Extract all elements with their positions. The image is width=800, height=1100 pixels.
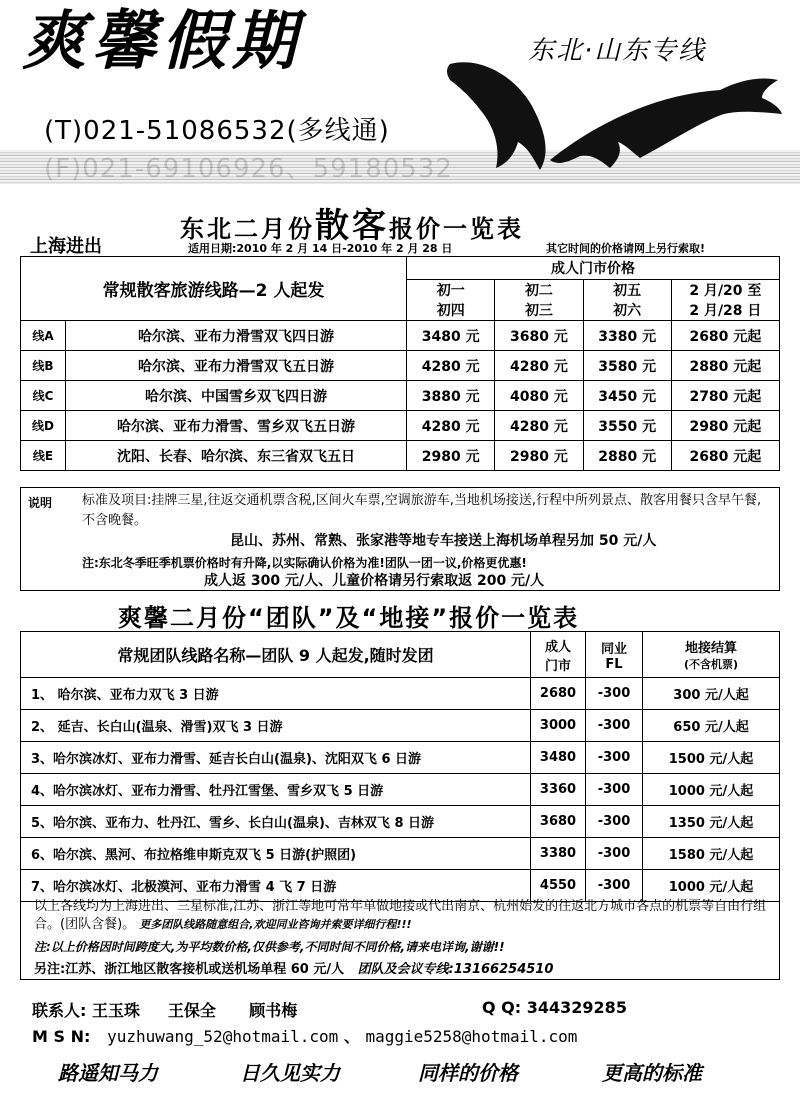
route-name: 哈尔滨、亚布力滑雪双飞四日游: [66, 321, 407, 351]
group-price-table: [20, 631, 780, 902]
group-route-header: 常规团队线路名称—团队 9 人起发,随时发团: [21, 632, 531, 678]
price-cell: 3680 元: [495, 321, 583, 351]
price-cell: 4080 元: [495, 381, 583, 411]
price-cell: 4280 元: [495, 411, 583, 441]
other-dates-note: 其它时间的价格请网上另行索取!: [546, 242, 706, 255]
group-route: 1、 哈尔滨、亚布力双飞 3 日游: [21, 678, 531, 710]
price-cell: 4280 元: [495, 351, 583, 381]
adult-price: 4550: [531, 870, 586, 902]
msn-line: M S N: yuzhuwang_52@hotmail.com 、 maggie5258@hotmail.com: [32, 1027, 578, 1046]
group-row: [21, 710, 780, 742]
scatter-title: 东北二月份散客报价一览表: [180, 206, 524, 246]
group-route: 2、 延吉、长白山(温泉、滑雪)双飞 3 日游: [21, 710, 531, 742]
trade-fl: -300: [586, 742, 643, 774]
local-settle: 300 元/人起: [643, 678, 780, 710]
line-code: 线C: [21, 381, 66, 411]
price-cell: 3880 元: [407, 381, 495, 411]
local-settle: 650 元/人起: [643, 710, 780, 742]
group-route: 4、哈尔滨冰灯、亚布力滑雪、牡丹江雪堡、雪乡双飞 5 日游: [21, 774, 531, 806]
slogan-1: 路遥知马力: [58, 1061, 158, 1085]
adult-price: 2680: [531, 678, 586, 710]
price-col-header: 初一 初四: [407, 280, 495, 321]
msn-email-1[interactable]: yuzhuwang_52@hotmail.com: [107, 1027, 339, 1046]
msn-email-2[interactable]: maggie5258@hotmail.com: [365, 1027, 578, 1046]
trade-fl: -300: [586, 870, 643, 902]
adult-price: 3360: [531, 774, 586, 806]
price-col-header: 初五 初六: [583, 280, 671, 321]
slogan-4: 更高的标准: [602, 1061, 702, 1085]
local-settle: 1580 元/人起: [643, 838, 780, 870]
qq-line: Q Q: 344329285: [482, 998, 627, 1017]
price-cell: 2680 元起: [671, 441, 779, 471]
group-row: [21, 838, 780, 870]
price-cell: 2980 元起: [671, 411, 779, 441]
local-settle: 1000 元/人起: [643, 774, 780, 806]
local-settle: 1350 元/人起: [643, 806, 780, 838]
note-transfer: 昆山、苏州、常熟、张家港等地专车接送上海机场单程另加 50 元/人: [230, 533, 657, 549]
route-name: 哈尔滨、亚布力滑雪双飞五日游: [66, 351, 407, 381]
contact-line: 联系人: 王玉珠 王保全 顾书梅: [32, 1001, 298, 1020]
group-route: 6、哈尔滨、黑河、布拉格维申斯克双飞 5 日游(护照团): [21, 838, 531, 870]
adult-price: 3000: [531, 710, 586, 742]
trade-fl: -300: [586, 838, 643, 870]
adult-price-header: 成人 门市: [531, 632, 586, 678]
brand-logo: 爽馨假期: [22, 4, 302, 79]
slogan-2: 日久见实力: [240, 1061, 340, 1085]
adult-price: 3480: [531, 742, 586, 774]
line-code: 线B: [21, 351, 66, 381]
local-settle: 1000 元/人起: [643, 870, 780, 902]
slogan-3: 同样的价格: [418, 1061, 518, 1085]
local-settle: 1500 元/人起: [643, 742, 780, 774]
valid-dates: 适用日期:2010 年 2 月 14 日-2010 年 2 月 28 日: [188, 242, 453, 255]
price-cell: 3480 元: [407, 321, 495, 351]
group-route: 5、哈尔滨、亚布力、牡丹江、雪乡、长白山(温泉)、吉林双飞 8 日游: [21, 806, 531, 838]
phone-number: (T)021-51086532(多线通): [44, 116, 390, 146]
note-text: 标准及项目:挂牌三星,往返交通机票含税,区间火车票,空调旅游车,当地机场接送,行程中所列景点、散客用餐只含早午餐,不含晚餐。: [82, 493, 762, 528]
scatter-row: [21, 321, 780, 351]
line-code: 线E: [21, 441, 66, 471]
price-cell: 2880 元: [583, 441, 671, 471]
trade-fl: -300: [586, 806, 643, 838]
price-cell: 3550 元: [583, 411, 671, 441]
trade-fl-header: 同业 FL: [586, 632, 643, 678]
scatter-row: [21, 351, 780, 381]
line-code: 线A: [21, 321, 66, 351]
group-row: [21, 806, 780, 838]
price-header: 成人门市价格: [407, 257, 780, 280]
price-cell: 2980 元: [495, 441, 583, 471]
trade-fl: -300: [586, 710, 643, 742]
group-route: 7、哈尔滨冰灯、北极漠河、亚布力滑雪 4 飞 7 日游: [21, 870, 531, 902]
scatter-row: [21, 441, 780, 471]
group-route: 3、哈尔滨冰灯、亚布力滑雪、延吉长白山(温泉)、沈阳双飞 6 日游: [21, 742, 531, 774]
note-label: 说明: [28, 496, 53, 510]
price-cell: 3580 元: [583, 351, 671, 381]
local-settle-header: 地接结算 (不含机票): [643, 632, 780, 678]
depart-label: 上海进出: [30, 236, 102, 257]
group-title: 爽馨二月份“团队”及“地接”报价一览表: [118, 604, 580, 632]
price-cell: 4280 元: [407, 411, 495, 441]
price-cell: 3450 元: [583, 381, 671, 411]
group-row: [21, 678, 780, 710]
line-code: 线D: [21, 411, 66, 441]
scatter-row: [21, 411, 780, 441]
adult-price: 3380: [531, 838, 586, 870]
tagline: 东北·山东专线: [528, 36, 707, 66]
price-cell: 3380 元: [583, 321, 671, 351]
route-header: 常规散客旅游线路—2 人起发: [21, 257, 407, 321]
trade-fl: -300: [586, 678, 643, 710]
footer-note-2: 注:以上价格因时间跨度大,为平均数价格,仅供参考,不同时间不同价格,请来电详询,谢谢!!: [34, 940, 505, 954]
dolphin-image: [300, 50, 800, 190]
scatter-price-table: [20, 256, 780, 471]
route-name: 哈尔滨、亚布力滑雪、雪乡双飞五日游: [66, 411, 407, 441]
note-rebate: 成人返 300 元/人、儿童价格请另行索取返 200 元/人: [204, 573, 545, 589]
price-cell: 2780 元起: [671, 381, 779, 411]
footer-note-3: 另注:江苏、浙江地区散客接机或送机场单程 60 元/人 团队及会议专线:13166254510: [34, 962, 554, 977]
route-name: 沈阳、长春、哈尔滨、东三省双飞五日: [66, 441, 407, 471]
group-row: [21, 742, 780, 774]
price-col-header: 2 月/20 至 2 月/28 日: [671, 280, 779, 321]
price-cell: 2980 元: [407, 441, 495, 471]
adult-price: 3680: [531, 806, 586, 838]
note-airfare: 注:东北冬季旺季机票价格时有升降,以实际确认价格为准!团队一团一议,价格更优惠!: [82, 556, 527, 570]
price-cell: 2880 元起: [671, 351, 779, 381]
route-name: 哈尔滨、中国雪乡双飞四日游: [66, 381, 407, 411]
trade-fl: -300: [586, 774, 643, 806]
price-col-header: 初二 初三: [495, 280, 583, 321]
price-cell: 2680 元起: [671, 321, 779, 351]
footer-note-1: 以上各线均为上海进出、三星标准,江苏、浙江等地可常年单做地接或代出南京、杭州始发的往返北方城市各点的机票等自由行组合。(团队含餐)。 更多团队线路随意组合,欢迎同业咨询并索要详细行程!!!: [34, 899, 767, 932]
scatter-row: [21, 381, 780, 411]
price-cell: 4280 元: [407, 351, 495, 381]
group-row: [21, 774, 780, 806]
